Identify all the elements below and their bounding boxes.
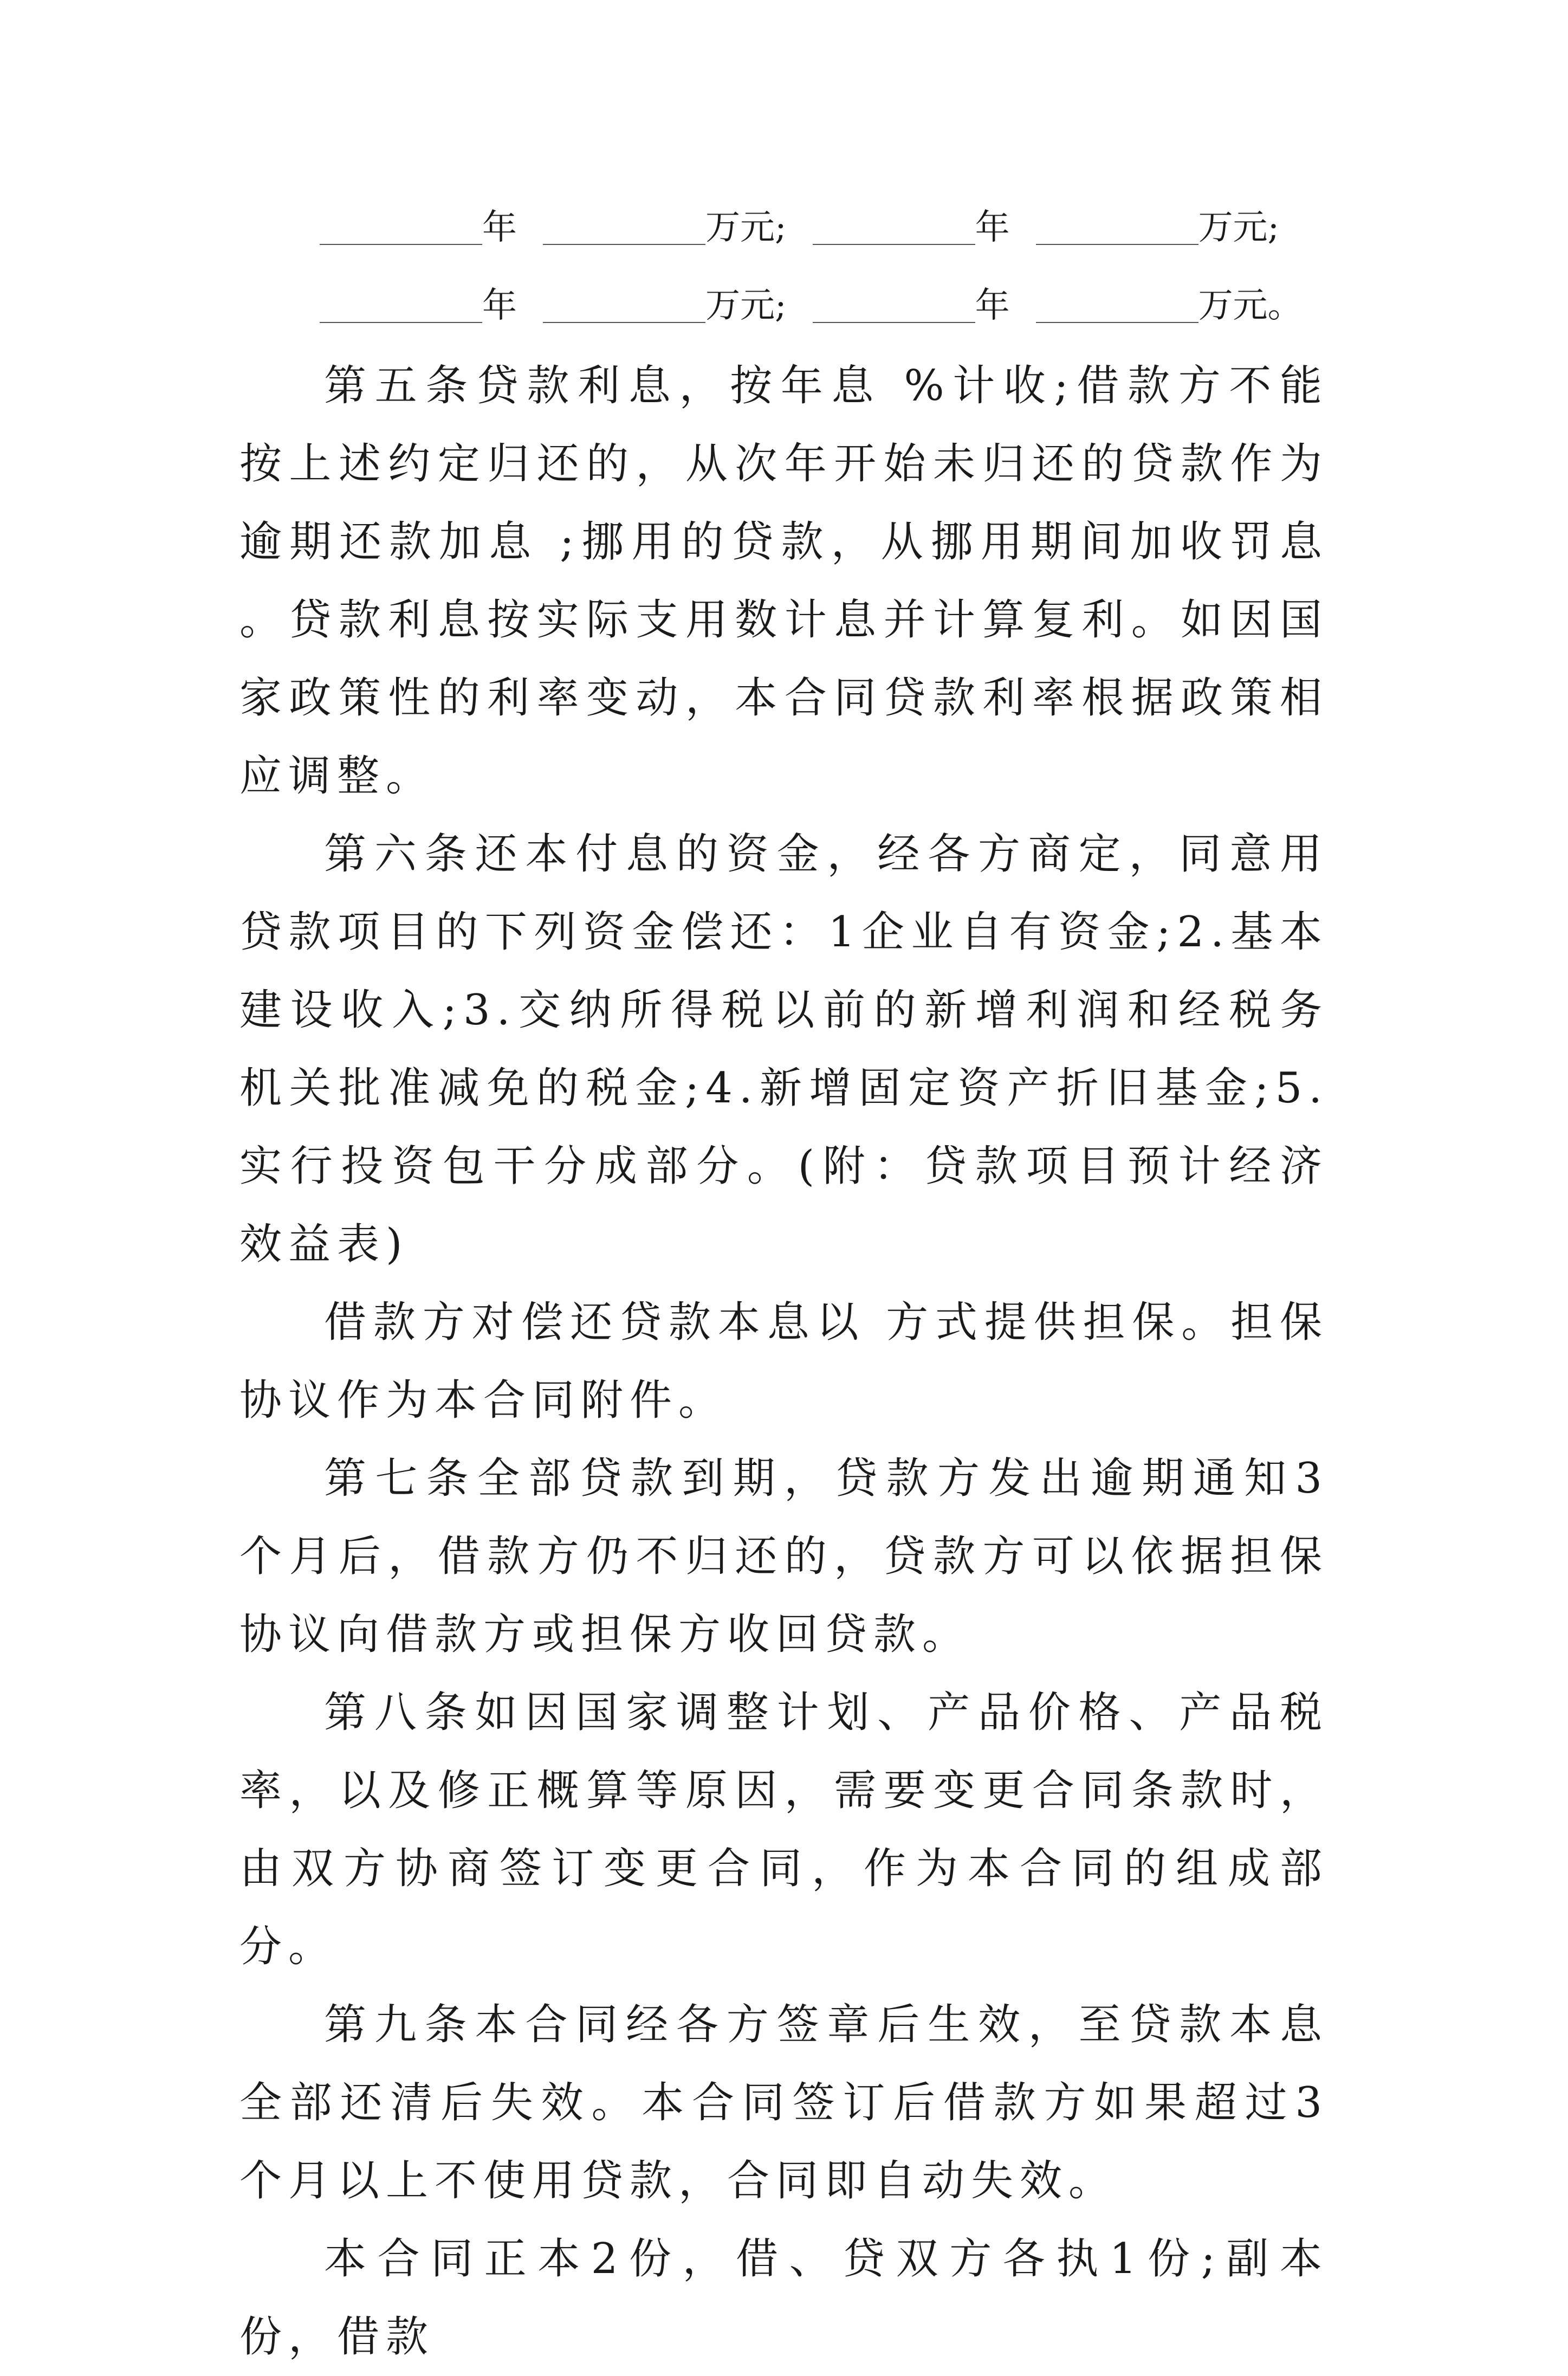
article-9-effectiveness: 第九条本合同经各方签章后生效，至贷款本息全部还清后失效。本合同签订后借款方如果超过3个月以上不使用贷款，合同即自动失效。: [239, 2000, 1329, 2205]
year-unit: 年: [975, 286, 1010, 326]
year-unit: 年: [482, 208, 517, 248]
amount-unit: 万元。: [1198, 286, 1303, 326]
amount-unit: 万元;: [1198, 208, 1280, 248]
amount-unit: 万元;: [705, 286, 787, 326]
article-7-overdue: 第七条全部贷款到期，贷款方发出逾期通知3个月后，借款方仍不归还的，贷款方可以依据担保协议向借款方或担保方收回贷款。: [239, 1454, 1329, 1659]
amount-blank: [543, 211, 705, 245]
repayment-schedule-line-1: [320, 208, 1280, 248]
year-blank: [813, 289, 975, 323]
amount-blank: [1036, 211, 1198, 245]
guarantee-clause: 借款方对偿还贷款本息以 方式提供担保。担保协议作为本合同附件。: [239, 1298, 1329, 1425]
contract-body: [239, 347, 1329, 2376]
copies-clause: 本合同正本2份，借、贷双方各执1份;副本 份，借款: [239, 2235, 1329, 2361]
year-blank: [320, 289, 482, 323]
article-5-interest: 第五条贷款利息，按年息 %计收;借款方不能按上述约定归还的，从次年开始未归还的贷款作为逾期还款加息 ;挪用的贷款，从挪用期间加收罚息 。贷款利息按实际支用数计息并计算复利。如因国家政策性的利率变动，本合同贷款利率根据政策相应调整。: [239, 361, 1329, 800]
year-blank: [813, 211, 975, 245]
year-unit: 年: [975, 208, 1010, 248]
amount-blank: [1036, 289, 1198, 323]
article-8-amendment: 第八条如因国家调整计划、产品价格、产品税率，以及修正概算等原因，需要变更合同条款时，由双方协商签订变更合同，作为本合同的组成部分。: [239, 1688, 1329, 1971]
article-6-repayment-funds: 第六条还本付息的资金，经各方商定，同意用贷款项目的下列资金偿还：1企业自有资金;2.基本建设收入;3.交纳所得税以前的新增利润和经税务机关批准减免的税金;4.新增固定资产折旧基金;5.实行投资包干分成部分。(附：贷款项目预计经济效益表): [239, 830, 1329, 1269]
year-blank: [320, 211, 482, 245]
amount-unit: 万元;: [705, 208, 787, 248]
year-unit: 年: [482, 286, 517, 326]
amount-blank: [543, 289, 705, 323]
repayment-schedule-line-2: [320, 286, 1303, 326]
